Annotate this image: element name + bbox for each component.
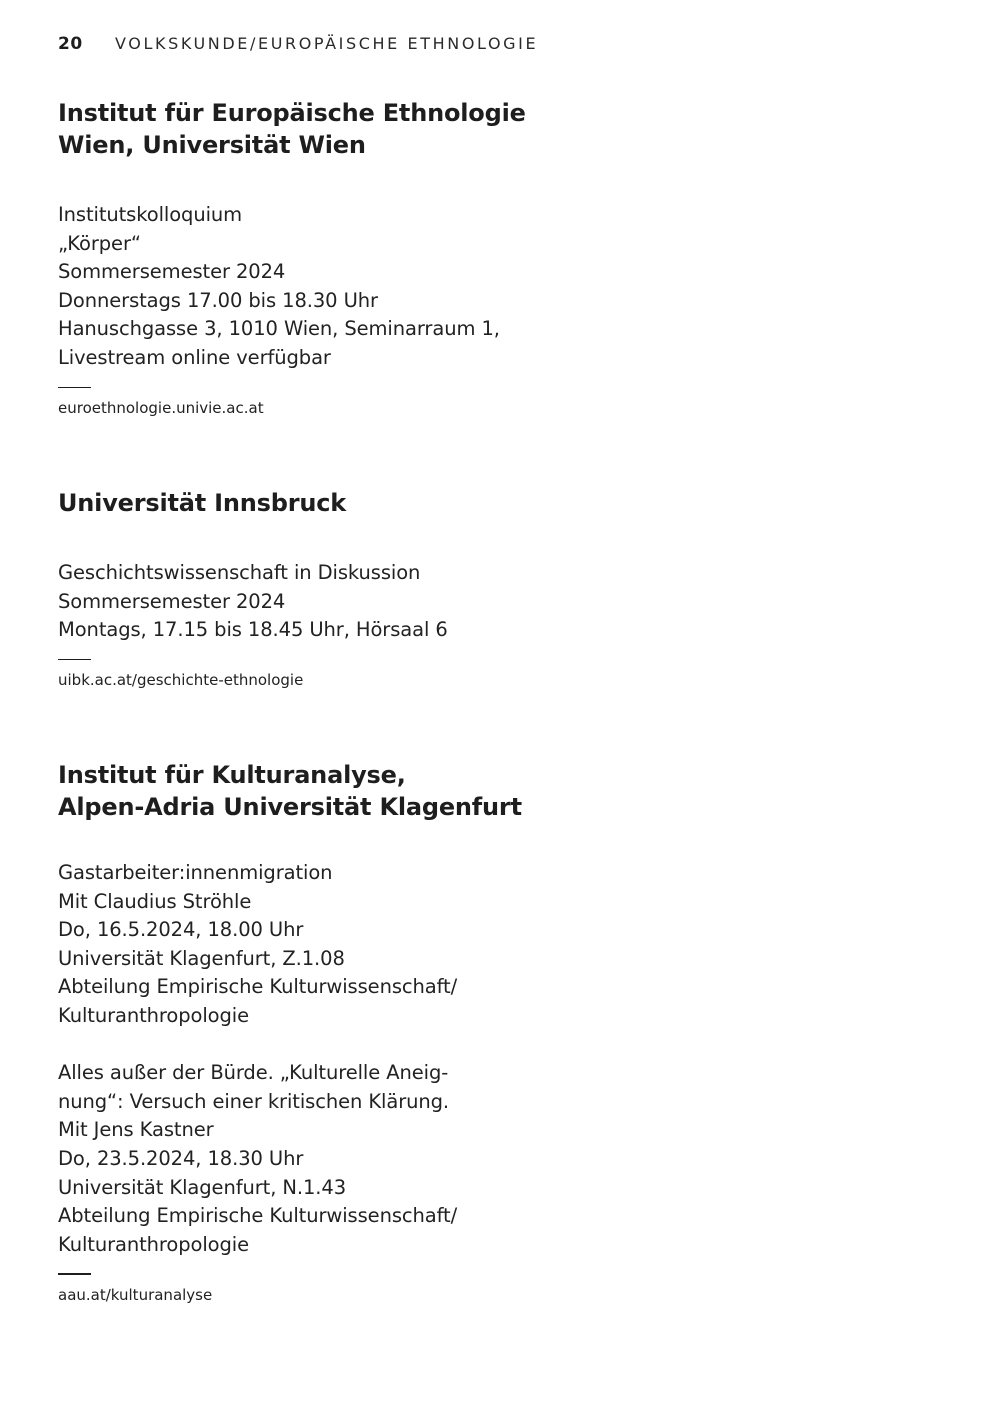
event-line: nung“: Versuch einer kritischen Klärung.	[58, 1089, 449, 1113]
event-line: Geschichtswissenschaft in Diskussion	[58, 561, 421, 584]
event-block	[58, 859, 578, 1031]
event-line: Mit Jens Kastner	[58, 1118, 214, 1142]
divider-rule	[58, 659, 91, 661]
event-line: Do, 23.5.2024, 18.30 Uhr	[58, 1146, 304, 1170]
page-number: 20	[58, 34, 83, 54]
running-title: VOLKSKUNDE/EUROPÄISCHE ETHNOLOGIE	[115, 34, 539, 53]
event-line: Kulturanthropologie	[58, 1003, 249, 1027]
heading-line: Institut für Kulturanalyse,	[58, 761, 406, 789]
event-line: Mit Claudius Ströhle	[58, 889, 252, 913]
event-line: Do, 16.5.2024, 18.00 Uhr	[58, 918, 304, 942]
divider-rule	[58, 1273, 91, 1275]
event-line: Kulturanthropologie	[58, 1232, 249, 1256]
page-header	[58, 34, 538, 54]
event-line: Institutskolloquium	[58, 203, 243, 226]
event-block	[58, 201, 578, 373]
event-line: „Körper“	[58, 231, 141, 255]
section-uni-innsbruck	[58, 487, 578, 690]
event-line: Alles außer der Bürde. „Kulturelle Aneig-	[58, 1061, 449, 1085]
section-heading	[58, 97, 578, 161]
event-line: Sommersemester 2024	[58, 260, 286, 284]
event-line: Livestream online verfügbar	[58, 345, 331, 369]
event-line: Abteilung Empirische Kulturwissenschaft/	[58, 975, 458, 999]
institute-link[interactable]: uibk.ac.at/geschichte-ethnologie	[58, 671, 304, 690]
event-line: Abteilung Empirische Kulturwissenschaft/	[58, 1204, 458, 1228]
heading-line: Universität Innsbruck	[58, 489, 347, 517]
event-line: Montags, 17.15 bis 18.45 Uhr, Hörsaal 6	[58, 618, 448, 642]
section-heading	[58, 487, 578, 519]
event-line: Donnerstags 17.00 bis 18.30 Uhr	[58, 288, 378, 312]
institute-link[interactable]: euroethnologie.univie.ac.at	[58, 399, 264, 418]
section-uni-wien	[58, 97, 578, 418]
divider-rule	[58, 387, 91, 389]
event-line: Hanuschgasse 3, 1010 Wien, Seminarraum 1,	[58, 317, 500, 341]
heading-line: Wien, Universität Wien	[58, 131, 366, 159]
institute-link[interactable]: aau.at/kulturanalyse	[58, 1285, 213, 1304]
event-line: Universität Klagenfurt, N.1.43	[58, 1175, 346, 1199]
heading-line: Institut für Europäische Ethnologie	[58, 99, 526, 127]
heading-line: Alpen-Adria Universität Klagenfurt	[58, 793, 522, 821]
event-line: Universität Klagenfurt, Z.1.08	[58, 946, 345, 970]
event-block	[58, 1059, 578, 1259]
section-heading	[58, 759, 578, 823]
event-line: Sommersemester 2024	[58, 589, 286, 613]
event-line: Gastarbeiter:innenmigration	[58, 861, 333, 884]
section-uni-klagenfurt	[58, 759, 578, 1305]
event-block	[58, 559, 578, 645]
